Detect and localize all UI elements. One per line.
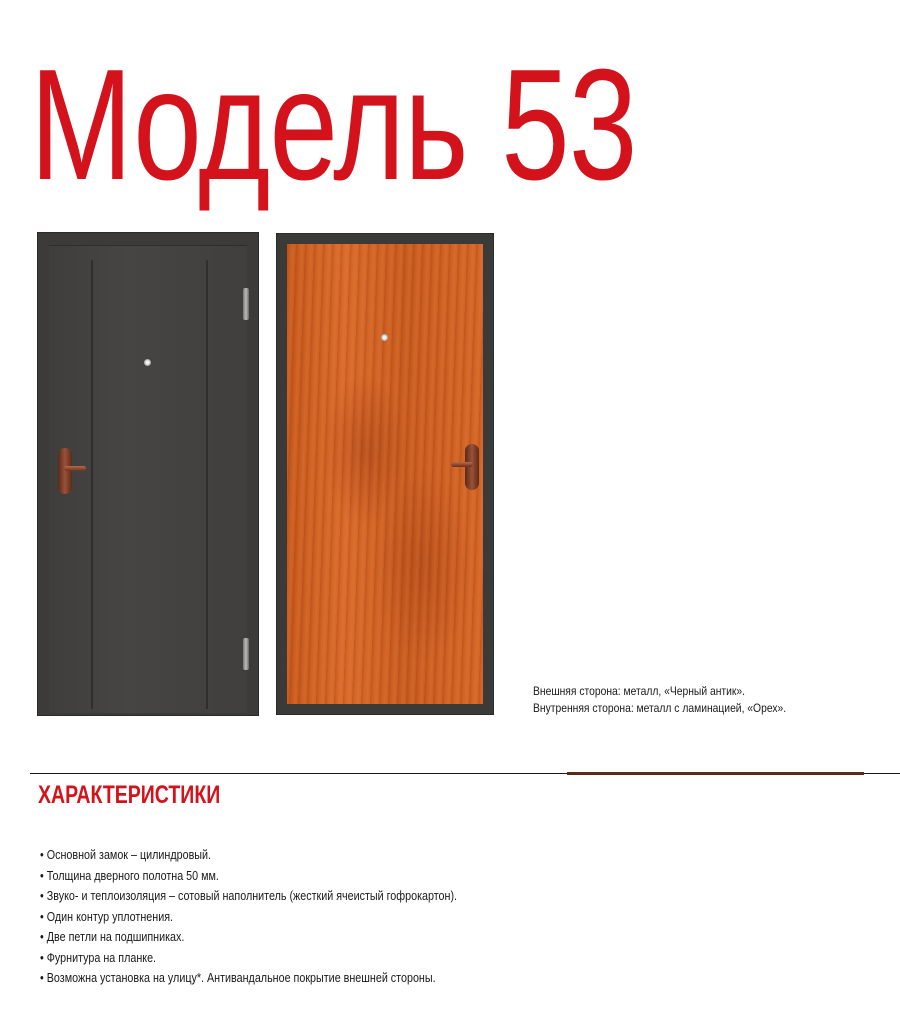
decor-groove — [206, 260, 208, 709]
door-lever-icon — [451, 462, 473, 467]
door-exterior-image — [37, 232, 259, 716]
interior-finish-text: Внутренняя сторона: металл с ламинацией, «Орех». — [533, 701, 787, 715]
characteristics-heading: ХАРАКТЕРИСТИКИ — [38, 781, 221, 809]
list-item: • Один контур уплотнения. — [40, 907, 457, 928]
list-item: • Звуко- и теплоизоляция – сотовый наполнитель (жесткий ячеистый гофрокартон). — [40, 886, 457, 907]
list-item: • Две петли на подшипниках. — [40, 927, 457, 948]
list-item: • Возможна установка на улицу*. Антивандальное покрытие внешней стороны. — [40, 968, 457, 989]
list-item: • Толщина дверного полотна 50 мм. — [40, 866, 457, 887]
finish-description — [533, 683, 786, 717]
exterior-finish-text: Внешняя сторона: металл, «Черный антик». — [533, 684, 746, 698]
door-leaf — [49, 245, 247, 713]
laminate-panel — [287, 244, 483, 704]
hinge-icon — [243, 638, 249, 670]
page-title: Модель 53 — [30, 37, 637, 213]
peephole-icon — [144, 359, 151, 366]
divider-accent — [567, 772, 864, 775]
list-item: • Основной замок – цилиндровый. — [40, 845, 457, 866]
handle-plate-icon — [58, 448, 72, 494]
peephole-icon — [381, 334, 388, 341]
door-lever-icon — [64, 466, 86, 471]
decor-groove — [91, 260, 93, 709]
characteristics-list — [40, 845, 457, 989]
handle-plate-icon — [465, 444, 479, 490]
hinge-icon — [243, 288, 249, 320]
door-interior-image — [276, 233, 494, 715]
list-item: • Фурнитура на планке. — [40, 948, 457, 969]
